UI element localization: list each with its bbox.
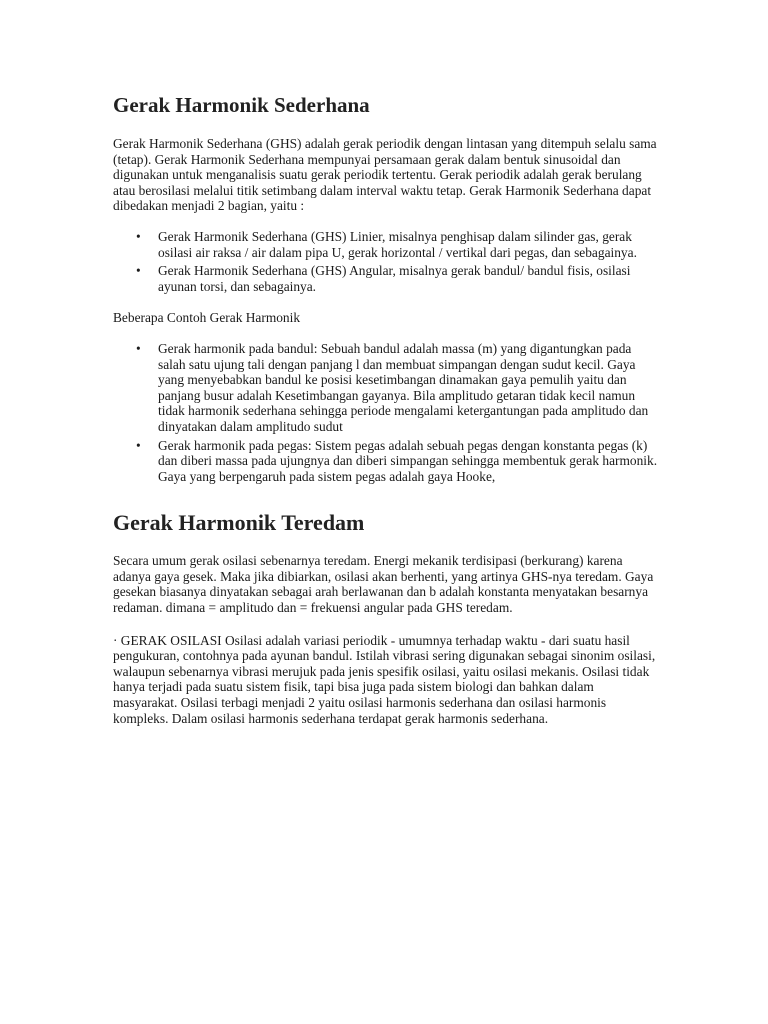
section-title-ghs: Gerak Harmonik Sederhana	[113, 93, 370, 117]
bullet-icon: •	[136, 437, 141, 453]
intro-paragraph: Gerak Harmonik Sederhana (GHS) adalah gerak periodik dengan lintasan yang ditempuh selalu sama (tetap). Gerak Harmonik Sederhana mempunyai persamaan gerak dalam bentuk sinusoidal dan digunakan untuk menganalisis suatu gerak periodik tertentu. Gerak periodik adalah gerak berulang atau berosilasi melalui titik setimbang dalam interval waktu tetap. Gerak Harmonik Sederhana dapat dibedakan menjadi 2 bagian, yaitu :	[113, 136, 657, 214]
list-item	[136, 340, 658, 435]
list-item	[136, 263, 658, 294]
list-item-text: Gerak harmonik pada pegas: Sistem pegas adalah sebuah pegas dengan konstanta pegas (k) dan diberi massa pada ujungnya dan diberi simpangan sehingga membentuk gerak harmonik. Gaya yang berpengaruh pada sistem pegas adalah gaya Hooke,	[158, 437, 658, 484]
list-item	[136, 228, 658, 260]
bullet-icon: •	[136, 228, 141, 244]
examples-heading: Beberapa Contoh Gerak Harmonik	[113, 310, 301, 326]
bullet-icon: •	[136, 263, 141, 279]
oscillation-paragraph: · GERAK OSILASI Osilasi adalah variasi periodik - umumnya terhadap waktu - dari suatu hasil pengukuran, contohnya pada ayunan bandul. Istilah vibrasi sering digunakan sebagai sinonim osilasi, walaupun sebenarnya vibrasi merujuk pada jenis spesifik osilasi, yaitu osilasi mekanis. Osilasi tidak hanya terjadi pada suatu sistem fisik, tapi bisa juga pada sistem biologi dan bahkan dalam masyarakat. Osilasi terbagi menjadi 2 yaitu osilasi harmonis sederhana dan osilasi harmonis kompleks. Dalam osilasi harmonis sederhana terdapat gerak harmonis sederhana.	[113, 632, 656, 726]
ghs-types-list	[113, 229, 658, 294]
damped-paragraph: Secara umum gerak osilasi sebenarnya teredam. Energi mekanik terdisipasi (berkurang) karena adanya gaya gesek. Maka jika dibiarkan, osilasi akan berhenti, yang artinya GHS-nya teredam. Gaya gesekan biasanya dinyatakan sebagai arah berlawanan dan b adalah konstanta menyatakan besarnya redaman. dimana = amplitudo dan = frekuensi angular pada GHS teredam.	[113, 553, 654, 616]
list-item-text: Gerak harmonik pada bandul: Sebuah bandul adalah massa (m) yang digantungkan pada salah satu ujung tali dengan panjang l dan membuat simpangan dengan sudut kecil. Gaya yang menyebabkan bandul ke posisi kesetimbangan dinamakan gaya pemulih yaitu dan panjang busur adalah Kesetimbangan gayanya. Bila amplitudo getaran tidak kecil namun tidak harmonik sederhana sehingga periode mengalami ketergantungan pada amplitudo dan dinyatakan dalam amplitudo sudut	[158, 340, 649, 434]
list-item	[136, 437, 658, 485]
list-item-text: Gerak Harmonik Sederhana (GHS) Angular, misalnya gerak bandul/ bandul fisis, osilasi ayunan torsi, dan sebagainya.	[158, 263, 631, 294]
bullet-icon: •	[136, 340, 141, 356]
list-item-text: Gerak Harmonik Sederhana (GHS) Linier, misalnya penghisap dalam silinder gas, gerak osilasi air raksa / air dalam pipa U, gerak horizontal / vertikal dari pegas, dan sebagainya.	[158, 228, 637, 260]
examples-list	[113, 341, 658, 484]
section-title-teredam: Gerak Harmonik Teredam	[113, 510, 365, 536]
document-page	[113, 92, 658, 726]
